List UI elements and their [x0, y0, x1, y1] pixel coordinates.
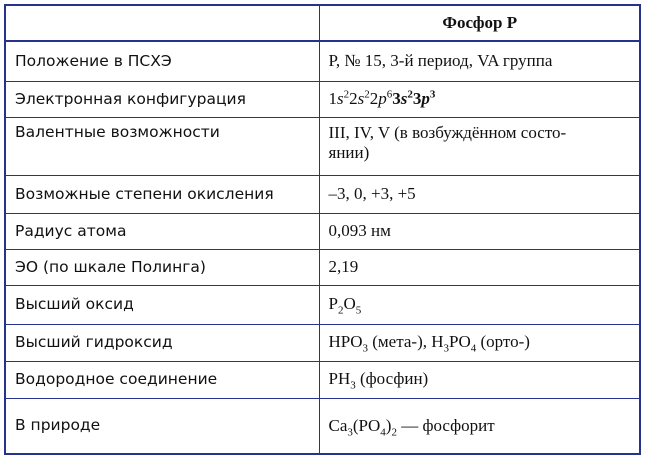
- table-row: [6, 285, 639, 324]
- table-header-row: [6, 6, 639, 41]
- hydrogen-formula: $PH_3$ (фосфин): [319, 361, 639, 398]
- table-row: [6, 361, 639, 398]
- element-title: Фосфор Р: [319, 6, 639, 41]
- nature-label: В природе: [6, 398, 319, 453]
- header-empty-cell: [6, 6, 319, 41]
- table-row: [6, 175, 639, 213]
- oxide-label: Высший оксид: [6, 285, 319, 324]
- valence-label: Валентные возможности: [6, 117, 319, 175]
- table-row: [6, 249, 639, 285]
- hydroxide-label: Высший гидроксид: [6, 324, 319, 361]
- radius-label: Радиус атома: [6, 213, 319, 249]
- valence-value: III, IV, V (в возбуждённом состо- янии): [319, 117, 639, 175]
- position-label: Положение в ПСХЭ: [6, 41, 319, 81]
- table-row: [6, 398, 639, 453]
- properties-table-frame: [4, 4, 641, 455]
- config-value: $1s^22s^22p^63s^23p^3$: [319, 81, 639, 117]
- eo-value: 2,19: [319, 249, 639, 285]
- phosphorus-properties-table: [6, 6, 639, 453]
- radius-value: 0,093 нм: [319, 213, 639, 249]
- oxidation-label: Возможные степени окисления: [6, 175, 319, 213]
- table-row: [6, 213, 639, 249]
- eo-label: ЭО (по шкале Полинга): [6, 249, 319, 285]
- oxide-formula: $P_2O_5$: [319, 285, 639, 324]
- table-row: [6, 324, 639, 361]
- table-row: [6, 41, 639, 81]
- config-label: Электронная конфигурация: [6, 81, 319, 117]
- position-value: Р, № 15, 3-й период, VA группа: [319, 41, 639, 81]
- table-row: [6, 81, 639, 117]
- hydroxide-formula: $HPO_3$ (мета-), $H_3PO_4$ (орто-): [319, 324, 639, 361]
- oxidation-value: –3, 0, +3, +5: [319, 175, 639, 213]
- nature-formula: $Ca_3(PO_4)_2$ — фосфорит: [319, 398, 639, 453]
- table-row: [6, 117, 639, 175]
- hydrogen-label: Водородное соединение: [6, 361, 319, 398]
